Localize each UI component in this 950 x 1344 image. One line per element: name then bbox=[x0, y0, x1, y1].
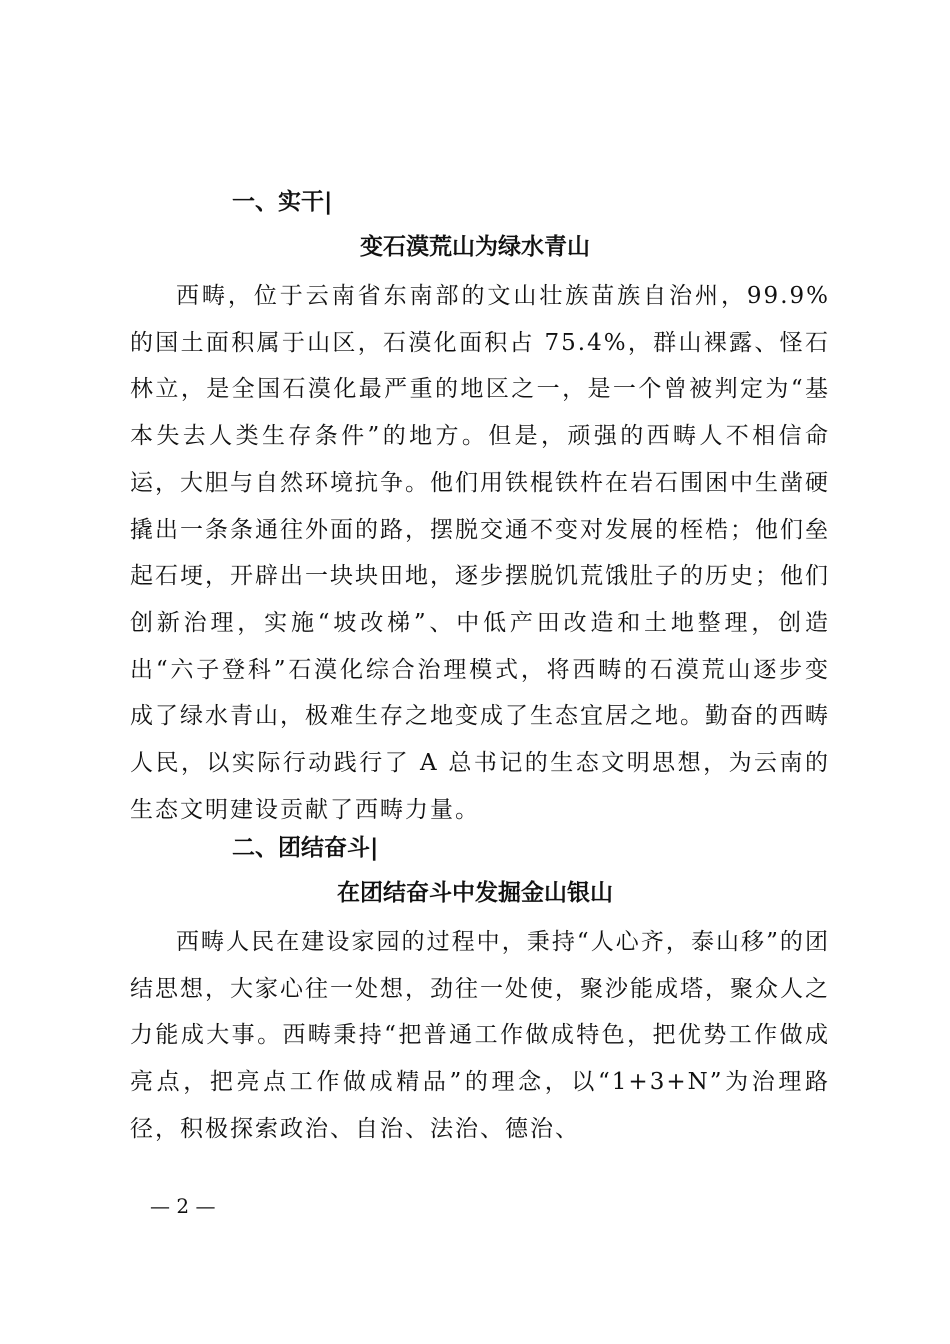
section-1-heading: 一、实干| bbox=[232, 189, 333, 215]
section-2-heading: 二、团结奋斗| bbox=[232, 835, 379, 861]
page-number: — 2 — bbox=[150, 1194, 216, 1218]
section-1-paragraph: 西畴，位于云南省东南部的文山壮族苗族自治州，99.9%的国土面积属于山区，石漠化面积占 75.4%，群山裸露、怪石林立，是全国石漠化最严重的地区之一，是一个曾被判定为“基本失去人类生存条件”的地方。但是，顽强的西畴人不相信命运，大胆与自然环境抗争。他们用铁棍铁杵在岩石围困中生凿硬撬出一条条通往外面的路，摆脱交通不变对发展的桎梏；他们垒起石埂，开辟出一块块田地，逐步摆脱饥荒饿肚子的历史；他们创新治理，实施“坡改梯”、中低产田改造和土地整理，创造出“六子登科”石漠化综合治理模式，将西畴的石漠荒山逐步变成了绿水青山，极难生存之地变成了生态宜居之地。勤奋的西畴人民，以实际行动践行了 A 总书记的生态文明思想，为云南的生态文明建设贡献了西畴力量。 bbox=[130, 283, 830, 823]
section-2-subtitle: 在团结奋斗中发掘金山银山 bbox=[337, 879, 613, 906]
section-1-subtitle: 变石漠荒山为绿水青山 bbox=[360, 233, 590, 260]
section-2-paragraph: 西畴人民在建设家园的过程中，秉持“人心齐，泰山移”的团结思想，大家心往一处想，劲往一处使，聚沙能成塔，聚众人之力能成大事。西畴秉持“把普通工作做成特色，把优势工作做成亮点，把亮点工作做成精品”的理念，以“1+3+N”为治理路径，积极探索政治、自治、法治、德治、 bbox=[130, 929, 830, 1142]
